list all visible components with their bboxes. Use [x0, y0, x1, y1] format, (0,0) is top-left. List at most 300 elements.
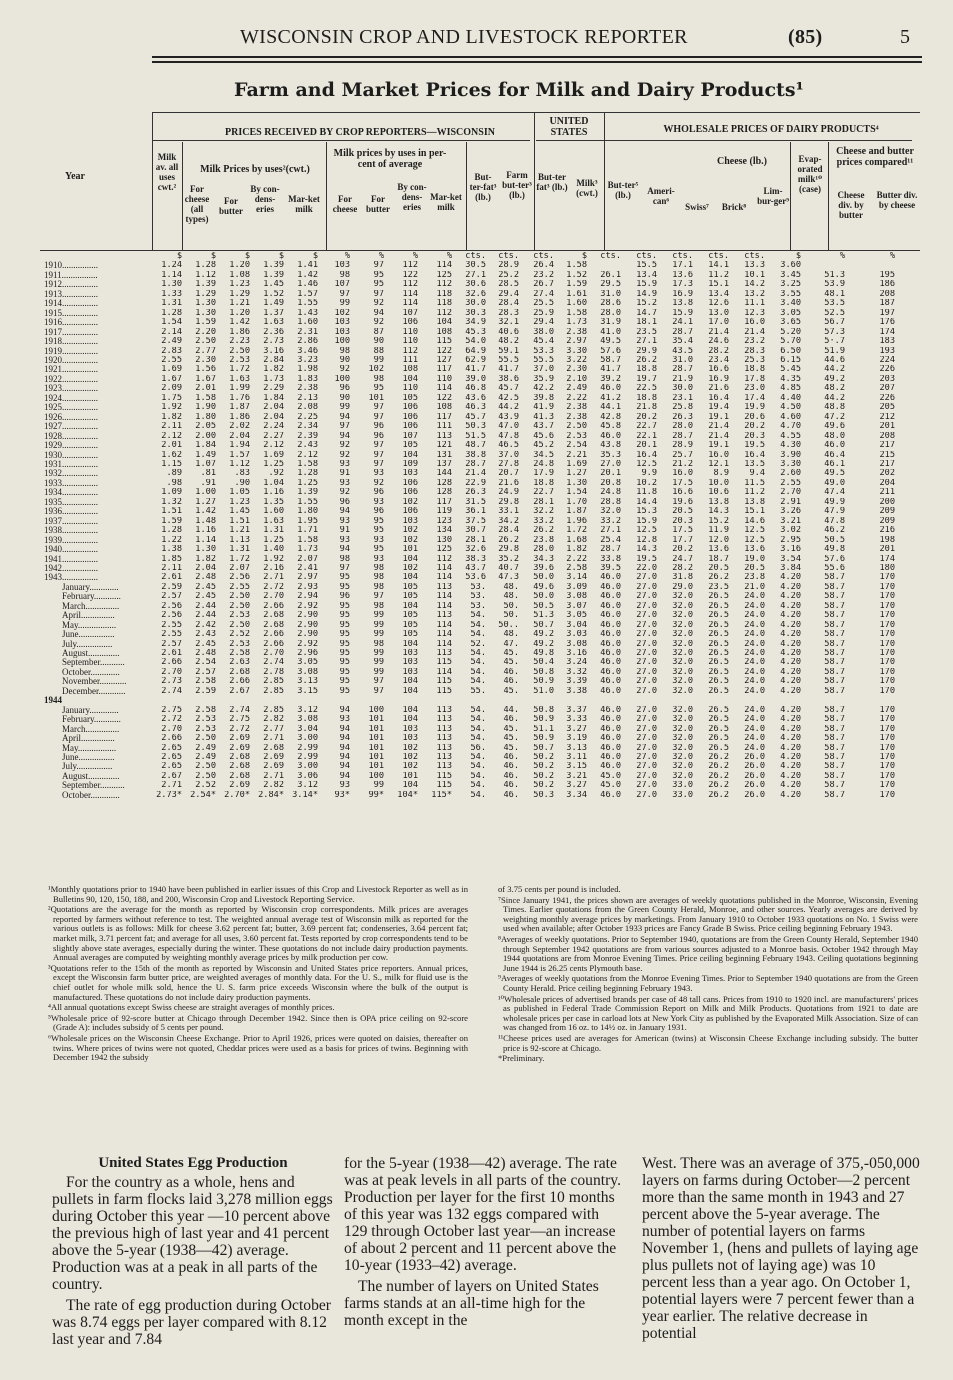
table-cell: 2.16	[263, 563, 284, 573]
table-cell: .90	[234, 478, 250, 488]
table-cell: 27.0	[636, 734, 657, 744]
table-cell: 1.20	[229, 308, 250, 318]
table-cell: 20.5	[672, 507, 693, 517]
table-cell: 23.5	[708, 582, 729, 592]
table-cell: 2.59	[195, 686, 216, 696]
table-cell: 2.07	[297, 554, 318, 564]
table-cell: 92	[373, 299, 384, 309]
unit-cell: %	[344, 252, 350, 261]
table-cell: 215	[879, 450, 895, 460]
table-cell: 95	[339, 582, 350, 592]
table-cell: 26.5	[708, 724, 729, 734]
row-label: 1914................	[44, 299, 98, 309]
row-label: 1918................	[44, 337, 98, 347]
table-cell: 104	[402, 705, 418, 715]
table-cell: 108	[402, 365, 418, 375]
table-cell: 2.22	[566, 554, 587, 564]
table-cell: 3.45	[780, 270, 801, 280]
table-cell: 28.7	[465, 459, 486, 469]
table-cell	[801, 696, 845, 705]
table-cell: 98	[373, 573, 384, 583]
table-cell: 16.4	[636, 450, 657, 460]
table-cell: 11.2	[708, 270, 729, 280]
table-cell: 2.59	[161, 582, 182, 592]
table-cell: 2.73	[263, 337, 284, 347]
table-cell: 46.	[503, 762, 519, 772]
row-label: 1934................	[44, 488, 98, 498]
table-cell: 103	[402, 516, 418, 526]
table-cell: 21.6	[498, 478, 519, 488]
table-cell: 32.1	[498, 318, 519, 328]
table-cell: 22.1	[636, 431, 657, 441]
header-divider	[152, 112, 153, 250]
table-cell: 22.5	[636, 384, 657, 394]
table-cell: 47.2	[824, 412, 845, 422]
table-cell: 97	[373, 261, 384, 271]
table-cell: 43.5	[672, 346, 693, 356]
table-cell: 2.68	[229, 771, 250, 781]
table-cell: 201	[879, 422, 895, 432]
table-cell: 20.5	[708, 563, 729, 573]
table-cell: 2.04	[195, 563, 216, 573]
table-cell: 2.05	[195, 422, 216, 432]
table-cell: 21.4	[708, 422, 729, 432]
table-cell: 2.45	[195, 592, 216, 602]
table-cell: 43.8	[600, 441, 621, 451]
table-cell: 39.8	[533, 393, 554, 403]
table-cell: 26.2	[708, 573, 729, 583]
table-cell: 43.7	[465, 563, 486, 573]
table-cell: 17.5	[672, 478, 693, 488]
table-row	[44, 734, 895, 743]
table-cell: 1.28	[297, 469, 318, 479]
table-cell: 34.3	[533, 554, 554, 564]
table-cell: 114	[402, 289, 418, 299]
table-cell: 16.9	[708, 374, 729, 384]
table-cell: 2.43	[195, 630, 216, 640]
table-cell: 2.56	[161, 601, 182, 611]
table-cell: 3.23	[297, 355, 318, 365]
table-cell: 95	[339, 573, 350, 583]
table-cell: 2.43	[297, 441, 318, 451]
table-cell: 1.56	[195, 365, 216, 375]
table-cell: 41.7	[498, 365, 519, 375]
table-cell: 2.66	[161, 734, 182, 744]
table-row	[44, 753, 895, 762]
table-cell: 20.2	[636, 412, 657, 422]
table-cell: 2.70	[161, 724, 182, 734]
table-cell: 4.70	[780, 422, 801, 432]
table-cell: 54.	[470, 715, 486, 725]
table-cell: 4.20	[780, 686, 801, 696]
table-cell: 2.42	[195, 620, 216, 630]
table-cell: 46.	[503, 677, 519, 687]
table-cell: 207	[879, 384, 895, 394]
table-cell: 2.69	[229, 781, 250, 791]
table-cell: 95	[373, 526, 384, 536]
table-cell: 26.2	[498, 535, 519, 545]
table-cell: 170	[879, 667, 895, 677]
table-cell: 2.23	[229, 337, 250, 347]
table-cell: 38.0	[533, 327, 554, 337]
col-farm-butter: Farm but-ter³ (lb.)	[502, 170, 532, 200]
table-cell: 32.0	[672, 715, 693, 725]
table-cell: 99	[373, 355, 384, 365]
row-label: 1942................	[44, 563, 98, 573]
table-cell: 19.6	[672, 497, 693, 507]
table-cell: 21.8	[636, 403, 657, 413]
table-cell: 93	[339, 478, 350, 488]
table-cell: 101	[402, 545, 418, 555]
table-cell: 50.0	[533, 592, 554, 602]
table-cell: 20.7	[498, 469, 519, 479]
row-label: April...............	[62, 611, 115, 621]
col-for-cheese: For cheese (all types)	[184, 184, 210, 224]
table-cell: 32.0	[600, 507, 621, 517]
table-cell: 15.1	[708, 280, 729, 290]
table-cell: 48.1	[824, 289, 845, 299]
table-cell: 106	[402, 403, 418, 413]
table-cell: 95	[373, 516, 384, 526]
table-cell: 111	[402, 355, 418, 365]
table-row	[44, 337, 895, 346]
table-cell: 2.82	[263, 781, 284, 791]
col-us-butterfat: But-ter fat³ (lb.)	[536, 172, 568, 192]
table-cell: 4.20	[780, 582, 801, 592]
row-label: October.............	[62, 790, 120, 800]
table-cell: 3.40	[780, 299, 801, 309]
table-cell	[486, 696, 519, 705]
table-cell: 21.4	[744, 327, 765, 337]
table-cell: 27.1	[600, 526, 621, 536]
table-cell: 107	[402, 431, 418, 441]
table-cell: 34.2	[498, 516, 519, 526]
table-cell: 93	[373, 469, 384, 479]
table-cell: 2.69	[229, 743, 250, 753]
table-cell: 1.84	[195, 441, 216, 451]
table-cell: 224	[879, 355, 895, 365]
table-cell: 55.5	[498, 355, 519, 365]
table-row	[44, 271, 895, 280]
table-cell: 2.50	[229, 620, 250, 630]
table-cell: 31.0	[672, 355, 693, 365]
table-cell: 1.49	[263, 299, 284, 309]
paragraph: ⁴All annual quotations except Swiss cheese are straight averages of monthly prices.	[48, 1002, 335, 1013]
row-label: August..............	[62, 649, 120, 659]
table-cell: 102	[402, 743, 418, 753]
table-cell: 26.5	[708, 620, 729, 630]
table-cell: 2.53	[229, 355, 250, 365]
table-cell: 26.5	[708, 630, 729, 640]
table-cell: 54.	[470, 705, 486, 715]
table-cell: 26.5	[708, 601, 729, 611]
table-cell: 3.04	[297, 724, 318, 734]
table-cell: 3.05	[566, 611, 587, 621]
table-cell: 95	[339, 630, 350, 640]
table-cell: 48.8	[824, 403, 845, 413]
table-cell: 41.9	[533, 403, 554, 413]
table-cell: 41.2	[600, 393, 621, 403]
table-cell: 1.25	[263, 535, 284, 545]
table-cell: 1.13	[229, 535, 250, 545]
table-cell: 88	[373, 346, 384, 356]
row-label: 1936................	[44, 507, 98, 517]
row-label: 1930................	[44, 450, 98, 460]
paragraph: for the 5-year (1938—42) average. The rate was at peak levels in all parts of the country. Production per layer for the first 10 months of this year was 132 eggs compared with 129 through October last year—an increase of about 2 percent and 11 percent above the 10-year (1933–42) average.	[344, 1155, 621, 1274]
table-cell: 102	[334, 308, 350, 318]
unit-cell: $	[244, 252, 250, 261]
table-cell: 104	[436, 318, 452, 328]
table-cell: 3.12	[297, 781, 318, 791]
table-cell: 2.55	[161, 630, 182, 640]
table-cell: 26.5	[708, 592, 729, 602]
table-cell: 216	[879, 526, 895, 536]
table-cell: 95	[339, 620, 350, 630]
table-cell: 28.7	[672, 365, 693, 375]
table-cell: 15.2	[708, 516, 729, 526]
table-cell: 54.	[470, 658, 486, 668]
table-cell: 27.0	[636, 762, 657, 772]
table-cell: 19.1	[708, 441, 729, 451]
table-cell: 2.71	[263, 771, 284, 781]
table-cell: 1.60	[297, 318, 318, 328]
table-cell: 37.0	[498, 450, 519, 460]
row-label: January.............	[62, 705, 119, 715]
table-cell: 27.0	[636, 781, 657, 791]
table-cell: 3.13	[566, 743, 587, 753]
table-cell: 18.1	[636, 318, 657, 328]
table-cell: 1.67	[161, 374, 182, 384]
table-cell: 31.0	[600, 289, 621, 299]
table-cell: 29.0	[672, 582, 693, 592]
table-row	[44, 441, 895, 450]
table-cell: 2.90	[297, 611, 318, 621]
table-cell: 118	[436, 299, 452, 309]
table-cell: 97	[373, 686, 384, 696]
table-cell: 17.8	[744, 374, 765, 384]
table-cell: 3.08	[297, 715, 318, 725]
table-cell: 46.3	[465, 403, 486, 413]
table-cell: 28.4	[498, 299, 519, 309]
table-cell: 93*	[334, 790, 350, 800]
table-cell: 10.0	[708, 478, 729, 488]
table-cell: 118	[436, 289, 452, 299]
table-cell: 32.0	[672, 667, 693, 677]
table-cell: 56.	[470, 743, 486, 753]
table-cell: 1.20	[229, 261, 250, 271]
table-cell: 58.7	[824, 582, 845, 592]
table-cell: 96	[373, 507, 384, 517]
table-cell: 3.03	[566, 630, 587, 640]
table-cell: 24.8	[600, 488, 621, 498]
table-cell: 32.0	[672, 762, 693, 772]
table-cell: 49.2	[824, 374, 845, 384]
table-cell: 1.98	[297, 365, 318, 375]
table-cell: 2.69	[263, 762, 284, 772]
table-cell: 33.2	[600, 516, 621, 526]
table-cell: 12.8	[636, 535, 657, 545]
table-cell: 170	[879, 611, 895, 621]
table-cell: 2.94	[297, 592, 318, 602]
unit-cell: cts.	[636, 252, 657, 261]
table-cell: 94	[339, 753, 350, 763]
table-cell: 17.0	[708, 318, 729, 328]
group-wisconsin: PRICES RECEIVED BY CROP REPORTERS—WISCONSIN	[225, 127, 495, 138]
table-cell: 1.16	[195, 526, 216, 536]
table-row	[44, 356, 895, 365]
table-cell: 110	[402, 337, 418, 347]
table-cell: 3.30	[566, 346, 587, 356]
table-cell: 1.72	[229, 554, 250, 564]
table-cell: 114	[436, 667, 452, 677]
row-label: April...............	[62, 734, 115, 744]
row-label: 1913................	[44, 289, 98, 299]
table-cell: 45.	[503, 734, 519, 744]
table-row	[44, 706, 895, 715]
table-row	[44, 677, 895, 686]
table-cell: 1.94	[229, 441, 250, 451]
table-cell: 1.57	[297, 289, 318, 299]
table-cell: 1.80	[195, 412, 216, 422]
table-cell: 3.16	[566, 649, 587, 659]
table-cell: 2.45	[195, 582, 216, 592]
table-cell: 4.20	[780, 715, 801, 725]
table-cell: 1.39	[263, 261, 284, 271]
table-cell: 3.08	[566, 639, 587, 649]
table-cell: 4.20	[780, 573, 801, 583]
table-cell: 2.84*	[258, 790, 284, 800]
table-cell: 114	[436, 261, 452, 271]
table-cell: 2.56	[161, 611, 182, 621]
table-cell: 49.5	[824, 469, 845, 479]
table-cell: 112	[436, 308, 452, 318]
col-ws-butter: But-ter⁵ (lb.)	[607, 180, 639, 200]
table-cell: 1.99	[229, 384, 250, 394]
table-cell: 2.71	[161, 781, 182, 791]
table-cell: 4.20	[780, 649, 801, 659]
table-cell: 4.60	[780, 412, 801, 422]
row-label: 1938................	[44, 526, 98, 536]
table-cell: 23.2	[744, 337, 765, 347]
table-cell: 12.5	[636, 459, 657, 469]
table-cell: 32.0	[672, 649, 693, 659]
table-cell: 44.6	[824, 355, 845, 365]
table-cell	[216, 696, 250, 705]
table-cell: 14.9	[636, 289, 657, 299]
table-cell: 114	[436, 601, 452, 611]
table-cell: 32.0	[672, 686, 693, 696]
table-cell: 24.0	[744, 743, 765, 753]
table-cell: 27.0	[636, 724, 657, 734]
table-cell: 1.28	[161, 308, 182, 318]
row-label: 1912................	[44, 280, 98, 290]
table-cell: 1.58	[566, 261, 587, 271]
table-cell: 30.5	[465, 261, 486, 271]
table-cell: 114	[436, 563, 452, 573]
table-cell: 2.78	[263, 667, 284, 677]
row-label: February............	[62, 592, 121, 602]
table-cell: 1.95	[297, 516, 318, 526]
table-cell: 2.12	[161, 431, 182, 441]
table-cell: 27.0	[636, 630, 657, 640]
table-cell: 101	[402, 771, 418, 781]
table-cell: 1.62	[161, 450, 182, 460]
table-cell: 1.30	[195, 545, 216, 555]
table-cell: 3.12	[297, 705, 318, 715]
table-cell: 1.00	[195, 488, 216, 498]
table-cell: 2.73*	[156, 790, 182, 800]
table-cell: 101	[368, 762, 384, 772]
table-cell: 24.0	[744, 667, 765, 677]
table-cell: 98	[339, 346, 350, 356]
table-cell: 2.07	[229, 563, 250, 573]
table-cell: 2.55	[161, 355, 182, 365]
table-cell: 54.	[470, 630, 486, 640]
table-row	[44, 318, 895, 327]
table-cell: 1.60	[566, 299, 587, 309]
table-cell: 2.54	[195, 658, 216, 668]
table-cell: 3.84	[780, 563, 801, 573]
table-cell: 45.7	[465, 412, 486, 422]
table-cell: 2.44	[195, 611, 216, 621]
table-cell: 45.	[503, 724, 519, 734]
table-cell: 208	[879, 431, 895, 441]
header-rule	[152, 56, 922, 58]
table-cell: 2.90	[297, 630, 318, 640]
table-cell: 4.20	[780, 620, 801, 630]
table-cell: .81	[200, 469, 216, 479]
table-cell: 1.75	[161, 393, 182, 403]
table-cell: 101	[368, 715, 384, 725]
table-cell: 98	[339, 270, 350, 280]
table-cell: 28.0	[533, 545, 554, 555]
table-cell: 4.20	[780, 771, 801, 781]
table-cell: 26.0	[744, 753, 765, 763]
table-cell: 134	[436, 526, 452, 536]
table-cell: 54.	[470, 677, 486, 687]
article-column-3	[642, 1155, 924, 1346]
table-cell: 50.4	[533, 658, 554, 668]
table-cell	[182, 696, 216, 705]
table-cell: 2.56	[229, 573, 250, 583]
table-cell: 46.0	[600, 620, 621, 630]
table-row	[44, 696, 895, 705]
table-cell: 3.54	[780, 554, 801, 564]
unit-cell: %	[378, 252, 384, 261]
table-cell: 48.2	[824, 384, 845, 394]
table-cell: 24.0	[744, 639, 765, 649]
table-cell: 2.86	[297, 337, 318, 347]
table-cell: 53.	[470, 601, 486, 611]
paragraph: For the country as a whole, hens and pullets in farm flocks laid 3,278 million eggs during October this year —10 percent above the previous high of last year and 41 percent above the 5-year (1938—42) average. Production was at a peak in all parts of the country.	[52, 1174, 333, 1293]
table-cell: 3.26	[780, 507, 801, 517]
table-cell: 1.58	[297, 535, 318, 545]
table-cell: 44.	[503, 705, 519, 715]
table-cell: 23.0	[744, 384, 765, 394]
table-cell: 24.0	[744, 611, 765, 621]
table-cell: 1.70	[566, 497, 587, 507]
table-cell: 49.2	[533, 630, 554, 640]
unit-cell	[44, 252, 152, 261]
table-row	[44, 687, 895, 696]
table-cell: 2.71	[263, 573, 284, 583]
table-cell: 1.76	[229, 393, 250, 403]
group-cheese: Cheese (lb.)	[717, 156, 767, 167]
table-cell: 1.42	[297, 270, 318, 280]
table-cell: 21.4	[708, 327, 729, 337]
table-cell: 54.	[470, 667, 486, 677]
table-cell: 95	[339, 686, 350, 696]
